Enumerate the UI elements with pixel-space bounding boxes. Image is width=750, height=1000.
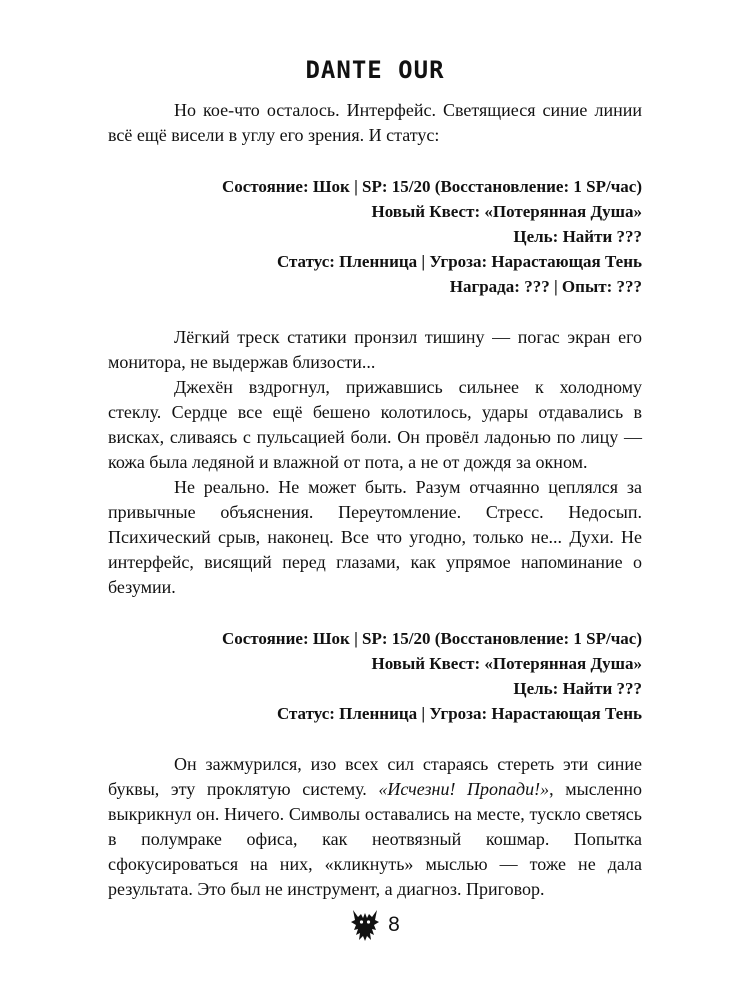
italic-exclamation: «Исчезни! Пропади!» (378, 779, 550, 799)
page-content (108, 98, 642, 902)
paragraph: Но кое-что осталось. Интерфейс. Светящиеся синие линии всё ещё висели в углу его зрения. И статус: (108, 100, 642, 145)
paragraph-text: Он зажмурился, изо всех сил стараясь стереть эти синие буквы, эту проклятую систему. (108, 754, 642, 799)
paragraph (108, 752, 642, 902)
status-line: Статус: Пленница | Угроза: Нарастающая Тень (276, 252, 642, 271)
demon-silhouette-icon (350, 908, 380, 942)
page-number: 8 (388, 913, 400, 936)
status-line: Новый Квест: «Потерянная Душа» (371, 654, 642, 673)
status-line: Награда: ??? | Опыт: ??? (449, 277, 642, 296)
paragraph: Джехён вздрогнул, прижавшись сильнее к холодному стеклу. Сердце все ещё бешено колотилось, удары отдавались в висках, сливаясь с пульсацией боли. Он провёл ладонью по лицу — кожа была ледяной и влажной от пота, а не от дождя за окном. (108, 377, 642, 472)
paragraph: Лёгкий треск статики пронзил тишину — погас экран его монитора, не выдержав близости... (108, 327, 642, 372)
status-block-1 (108, 174, 642, 299)
paragraph: Не реально. Не может быть. Разум отчаянно цеплялся за привычные объяснения. Переутомление. Стресс. Недосып. Психический срыв, наконец. Все что угодно, только не... Духи. Не интерфейс, висящий перед глазами, как упрямое напоминание о безумии. (108, 477, 642, 597)
header-title: DANTE OUR (305, 56, 445, 84)
status-block-2 (108, 626, 642, 726)
status-line: Состояние: Шок | SP: 15/20 (Восстановление: 1 SP/час) (221, 629, 642, 648)
status-line: Статус: Пленница | Угроза: Нарастающая Тень (276, 704, 642, 723)
paragraph-text: , мысленно выкрикнул он. Ничего. Символы оставались на месте, тускло светясь в полумраке офиса, как неотвязный кошмар. Попытка сфокусироваться на них, «кликнуть» мыслью — тоже не дала результата. Это был не инструмент, а диагноз. Приговор. (108, 779, 642, 899)
page-footer (0, 908, 750, 947)
status-line: Новый Квест: «Потерянная Душа» (371, 202, 642, 221)
status-line: Цель: Найти ??? (513, 679, 642, 698)
status-line: Состояние: Шок | SP: 15/20 (Восстановление: 1 SP/час) (221, 177, 642, 196)
status-line: Цель: Найти ??? (513, 227, 642, 246)
